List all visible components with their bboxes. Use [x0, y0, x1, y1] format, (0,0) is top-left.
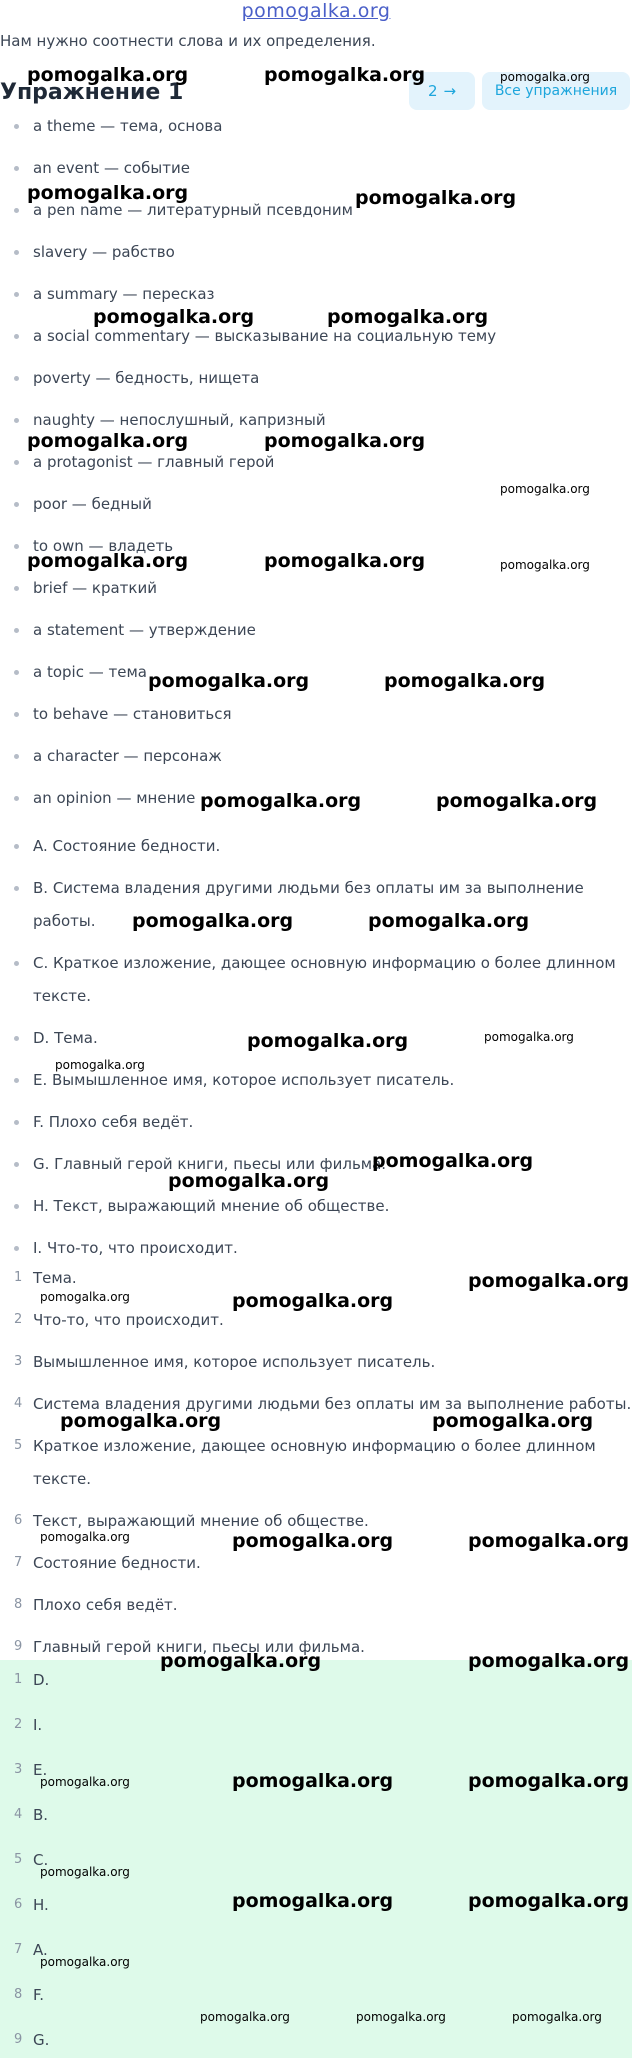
watermark: pomogalka.org: [132, 910, 294, 932]
answer-item: I.: [33, 1716, 43, 1734]
watermark: pomogalka.org: [27, 182, 189, 204]
watermark: pomogalka.org: [356, 2010, 446, 2024]
list-item: Текст, выражающий мнение об обществе.: [33, 1512, 369, 1530]
watermark: pomogalka.org: [247, 1030, 409, 1052]
watermark: pomogalka.org: [264, 430, 426, 452]
answer-item: C.: [33, 1851, 49, 1869]
answer-item: A.: [33, 1941, 48, 1959]
watermark: pomogalka.org: [40, 1955, 130, 1969]
watermark: pomogalka.org: [500, 558, 590, 572]
watermark: pomogalka.org: [264, 64, 426, 86]
next-exercise-number: 2: [427, 82, 438, 100]
watermark: pomogalka.org: [468, 1890, 630, 1912]
watermark: pomogalka.org: [148, 670, 310, 692]
watermark: pomogalka.org: [500, 482, 590, 496]
watermark: pomogalka.org: [512, 2010, 602, 2024]
watermark: pomogalka.org: [40, 1290, 130, 1304]
watermark: pomogalka.org: [500, 70, 590, 84]
list-item: Состояние бедности.: [33, 1554, 201, 1572]
list-item: Тема.: [33, 1269, 77, 1287]
answer-item: G.: [33, 2031, 50, 2049]
list-item: Система владения другими людьми без оплаты им за выполнение работы.: [33, 1395, 632, 1413]
answer-item: H.: [33, 1896, 49, 1914]
list-item: Плохо себя ведёт.: [33, 1596, 178, 1614]
watermark: pomogalka.org: [27, 64, 189, 86]
list-item: Что-то, что происходит.: [33, 1311, 224, 1329]
watermark: pomogalka.org: [372, 1150, 534, 1172]
all-exercises-button[interactable]: Все упражнения: [482, 72, 630, 110]
watermark: pomogalka.org: [355, 187, 517, 209]
watermark: pomogalka.org: [40, 1775, 130, 1789]
answer-item: B.: [33, 1806, 49, 1824]
answer-item: F.: [33, 1986, 44, 2004]
answer-box: 1 D. 2 I. 3 E. 4 B. 5 C. 6 H. 7 A. 8 F. 9 G.: [0, 1660, 632, 2058]
watermark: pomogalka.org: [264, 550, 426, 572]
watermark: pomogalka.org: [368, 910, 530, 932]
watermark: pomogalka.org: [93, 306, 255, 328]
watermark: pomogalka.org: [436, 790, 598, 812]
watermark: pomogalka.org: [232, 1530, 394, 1552]
watermark: pomogalka.org: [27, 430, 189, 452]
watermark: pomogalka.org: [40, 1865, 130, 1879]
watermark: pomogalka.org: [384, 670, 546, 692]
watermark: pomogalka.org: [60, 1410, 222, 1432]
watermark: pomogalka.org: [40, 1530, 130, 1544]
watermark: pomogalka.org: [232, 1290, 394, 1312]
list-item: Главный герой книги, пьесы или фильма.: [33, 1638, 365, 1656]
watermark: pomogalka.org: [55, 1058, 145, 1072]
watermark: pomogalka.org: [327, 306, 489, 328]
watermark: pomogalka.org: [232, 1770, 394, 1792]
site-logo[interactable]: pomogalka.org: [241, 0, 391, 22]
list-item: Вымышленное имя, которое использует писатель.: [33, 1353, 436, 1371]
list-item: тексте.: [33, 1470, 92, 1488]
watermark: pomogalka.org: [468, 1530, 630, 1552]
watermark: pomogalka.org: [232, 1890, 394, 1912]
watermark: pomogalka.org: [160, 1650, 322, 1672]
answer-item: E.: [33, 1761, 48, 1779]
watermark: pomogalka.org: [484, 1030, 574, 1044]
watermark: pomogalka.org: [200, 2010, 290, 2024]
watermark: pomogalka.org: [468, 1270, 630, 1292]
watermark: pomogalka.org: [168, 1170, 330, 1192]
page-title: Упражнение 1: [0, 80, 184, 105]
watermark: pomogalka.org: [27, 550, 189, 572]
arrow-right-icon: →: [443, 82, 457, 100]
answer-item: D.: [33, 1671, 50, 1689]
intro-text: Нам нужно соотнести слова и их определения.: [0, 32, 376, 50]
list-item: Краткое изложение, дающее основную информацию о более длинном: [33, 1437, 596, 1455]
watermark: pomogalka.org: [200, 790, 362, 812]
watermark: pomogalka.org: [468, 1770, 630, 1792]
watermark: pomogalka.org: [468, 1650, 630, 1672]
watermark: pomogalka.org: [432, 1410, 594, 1432]
